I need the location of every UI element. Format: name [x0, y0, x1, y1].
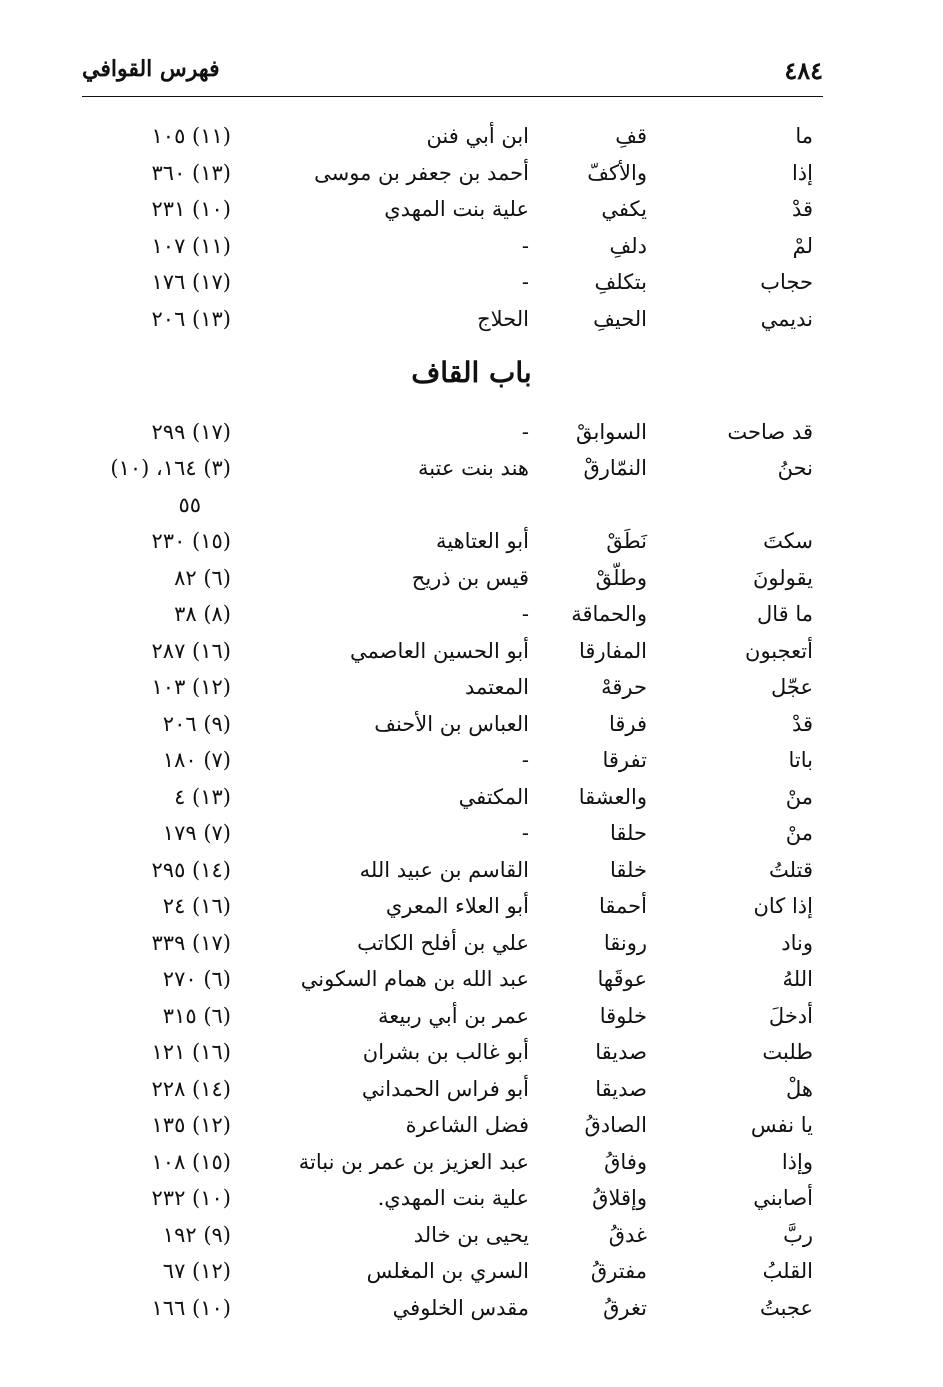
rhyme-word: فرقا — [608, 711, 647, 736]
first-word: وإذا — [781, 1149, 813, 1174]
first-word: ما — [795, 124, 813, 148]
poet-name: أحمد بن جعفر بن موسى — [314, 160, 529, 185]
rhyme-word: صديقا — [595, 1076, 647, 1101]
index-row — [0, 1290, 943, 1326]
index-row — [0, 706, 943, 742]
index-row — [0, 1180, 943, 1216]
index-row — [0, 264, 943, 300]
page-reference: (١٥) ٢٣٠ — [151, 529, 231, 553]
page-reference: (١٠) ٢٣٢ — [151, 1186, 231, 1210]
poet-name: عمر بن أبي ربيعة — [377, 1003, 529, 1028]
index-row — [0, 815, 943, 851]
first-word: عجبتُ — [759, 1295, 813, 1320]
poet-name: علية بنت المهدي. — [377, 1186, 529, 1210]
rhyme-word: والحماقة — [571, 602, 647, 626]
page-reference: (١٢) ١٠٣ — [151, 675, 231, 699]
index-row — [0, 450, 943, 486]
index-row — [0, 155, 943, 191]
page-reference: (٧) ١٧٩ — [162, 821, 231, 845]
reference-continuation: ٥٥ — [178, 493, 201, 517]
index-row — [0, 669, 943, 705]
first-word: يا نفس — [750, 1113, 813, 1137]
poet-name: - — [521, 821, 529, 845]
first-word: إذا — [791, 160, 813, 185]
page-reference: (١٣) ٣٦٠ — [151, 160, 231, 185]
poet-name: العباس بن الأحنف — [374, 711, 529, 736]
first-word: يقولونَ — [753, 565, 813, 590]
first-word: نديمي — [760, 307, 813, 331]
first-word: طلبت — [762, 1040, 813, 1064]
first-word: نحنُ — [777, 456, 813, 480]
index-row — [0, 301, 943, 337]
index-row — [0, 1253, 943, 1289]
index-row — [0, 596, 943, 632]
rhyme-word: الصادقُ — [584, 1113, 647, 1137]
rhyme-word: غدقُ — [608, 1222, 647, 1247]
poet-name: علي بن أفلح الكاتب — [357, 930, 529, 955]
poet-name: يحيى بن خالد — [413, 1222, 529, 1247]
page-reference: (٩) ٢٠٦ — [162, 711, 231, 736]
index-row — [0, 414, 943, 450]
rhyme-word: مفترقُ — [590, 1259, 647, 1283]
index-row — [0, 742, 943, 778]
first-word: قد صاحت — [727, 420, 813, 444]
first-word: باتا — [788, 748, 813, 772]
first-word: منْ — [785, 784, 813, 809]
section-title: باب القاف — [411, 356, 532, 389]
first-word: سكتَ — [763, 529, 813, 553]
rhyme-word: وإقلاقُ — [592, 1186, 647, 1210]
index-row — [0, 1071, 943, 1107]
rhyme-word: رونقا — [603, 930, 647, 955]
index-row — [0, 228, 943, 264]
page-reference: (١٦) ١٢١ — [151, 1040, 231, 1064]
first-word: ربَّ — [783, 1222, 813, 1247]
first-word: وناد — [781, 930, 813, 955]
first-word: أصابني — [753, 1186, 813, 1210]
poet-name: أبو غالب بن بشران — [362, 1040, 529, 1064]
poet-name: قيس بن ذريح — [411, 565, 529, 590]
index-row — [0, 1034, 943, 1070]
page-reference: (١٤) ٢٢٨ — [151, 1076, 231, 1101]
first-word: عجّل — [771, 675, 813, 699]
poet-name: عبد الله بن همام السكوني — [300, 967, 529, 991]
running-title: فهرس القوافي — [82, 56, 220, 82]
rhyme-word: خلقا — [610, 857, 647, 882]
index-row — [0, 633, 943, 669]
page-reference: (١٥) ١٠٨ — [151, 1149, 231, 1174]
index-row — [0, 560, 943, 596]
page-reference: (٩) ١٩٢ — [162, 1222, 231, 1247]
first-word: أدخلَ — [768, 1003, 813, 1028]
poet-name: عبد العزيز بن عمر بن نباتة — [298, 1149, 529, 1174]
first-word: قتلتُ — [769, 857, 813, 882]
first-word: لمْ — [792, 233, 813, 258]
rhyme-word: وفاقُ — [604, 1149, 647, 1174]
page-reference: (١٤) ٢٩٥ — [151, 857, 231, 882]
poet-name: - — [521, 602, 529, 626]
rhyme-word: حلقا — [610, 821, 647, 845]
rhyme-word: عوقَها — [597, 967, 647, 991]
poet-name: المعتمد — [464, 675, 529, 699]
rhyme-word: أحمقا — [599, 894, 647, 918]
first-word: أتعجبون — [745, 638, 813, 663]
rhyme-word: الحيفِ — [593, 307, 647, 331]
page-reference: (١١) ١٠٥ — [151, 124, 231, 148]
page-reference: (١١) ١٠٧ — [151, 233, 231, 258]
rhyme-word: دلفِ — [609, 233, 647, 258]
index-row — [0, 961, 943, 997]
index-row — [0, 1144, 943, 1180]
first-word: اللهُ — [782, 967, 813, 991]
index-row — [0, 118, 943, 154]
rhyme-word: قفِ — [615, 124, 647, 148]
page-reference: (٦) ٣١٥ — [162, 1003, 231, 1028]
page-reference: (١٢) ٦٧ — [162, 1259, 231, 1283]
poet-name: أبو العتاهية — [436, 529, 529, 553]
poet-name: - — [521, 233, 529, 258]
rhyme-word: خلوقا — [599, 1003, 647, 1028]
rhyme-word: المفارقا — [579, 638, 647, 663]
poet-name: هند بنت عتبة — [417, 456, 529, 480]
first-word: حجاب — [760, 270, 813, 295]
page-reference: (١٣) ٢٠٦ — [151, 307, 231, 331]
first-word: القلبُ — [762, 1259, 813, 1283]
rhyme-word: بتكلفِ — [594, 270, 647, 295]
page-reference: (١٧) ١٧٦ — [151, 270, 231, 295]
poet-name: القاسم بن عبيد الله — [359, 857, 529, 882]
page-reference: (١٠) ١٦٦ — [151, 1295, 231, 1320]
first-word: قدْ — [791, 711, 813, 736]
index-row — [0, 888, 943, 924]
page-reference: (١٧) ٣٣٩ — [151, 930, 231, 955]
page-number: ٤٨٤ — [784, 56, 823, 85]
rhyme-word: والعشقا — [578, 784, 647, 809]
page-reference: (١٧) ٢٩٩ — [151, 420, 231, 444]
first-word: قدْ — [791, 197, 813, 222]
first-word: ما قال — [756, 602, 813, 626]
rhyme-word: يكفي — [601, 197, 647, 222]
rhyme-word: السوابقْ — [575, 420, 647, 444]
index-row — [0, 523, 943, 559]
page-reference: (١٢) ١٣٥ — [151, 1113, 231, 1137]
rhyme-word: تغرقُ — [603, 1295, 647, 1320]
poet-name: فضل الشاعرة — [405, 1113, 529, 1137]
page-header — [82, 56, 823, 97]
poet-name: المكتفي — [458, 784, 529, 809]
page-reference: (٦) ٢٧٠ — [162, 967, 231, 991]
poet-name: أبو فراس الحمداني — [361, 1076, 529, 1101]
poet-name: السري بن المغلس — [366, 1259, 529, 1283]
poet-name: ابن أبي فنن — [426, 124, 529, 148]
rhyme-word: حرقهْ — [601, 675, 647, 699]
first-word: هلْ — [786, 1076, 813, 1101]
first-word: إذا كان — [753, 894, 813, 918]
page-reference: (٧) ١٨٠ — [162, 748, 231, 772]
page-reference: (٦) ٨٢ — [174, 565, 231, 590]
poet-name: أبو الحسين العاصمي — [350, 638, 529, 663]
rhyme-word: صديقا — [595, 1040, 647, 1064]
rhyme-word: النمّارقْ — [583, 456, 647, 480]
index-row — [0, 1217, 943, 1253]
page-reference: (١٠) ٢٣١ — [151, 197, 231, 222]
rhyme-word: وطلّقْ — [595, 565, 647, 590]
poet-name: - — [521, 420, 529, 444]
poet-name: الحلاج — [477, 307, 529, 331]
index-row — [0, 1107, 943, 1143]
page-reference: (٨) ٣٨ — [174, 602, 231, 626]
first-word: منْ — [785, 821, 813, 845]
index-row — [0, 779, 943, 815]
poet-name: مقدس الخلوفي — [392, 1295, 529, 1320]
index-row — [0, 998, 943, 1034]
poet-name: أبو العلاء المعري — [385, 894, 529, 918]
index-row — [0, 191, 943, 227]
rhyme-word: والأكفّ — [587, 160, 647, 185]
index-row — [0, 925, 943, 961]
rhyme-word: نَطَقْ — [606, 529, 647, 553]
page-reference: (١٦) ٢٨٧ — [151, 638, 231, 663]
rhyme-word: تفرقا — [602, 748, 647, 772]
page-reference: (٣) ١٦٤، (١٠) — [110, 456, 231, 480]
page-reference: (١٦) ٢٤ — [162, 894, 231, 918]
poet-name: - — [521, 270, 529, 295]
page-reference: (١٣) ٤ — [174, 784, 231, 809]
index-row — [0, 852, 943, 888]
poet-name: - — [521, 748, 529, 772]
poet-name: علية بنت المهدي — [384, 197, 529, 222]
